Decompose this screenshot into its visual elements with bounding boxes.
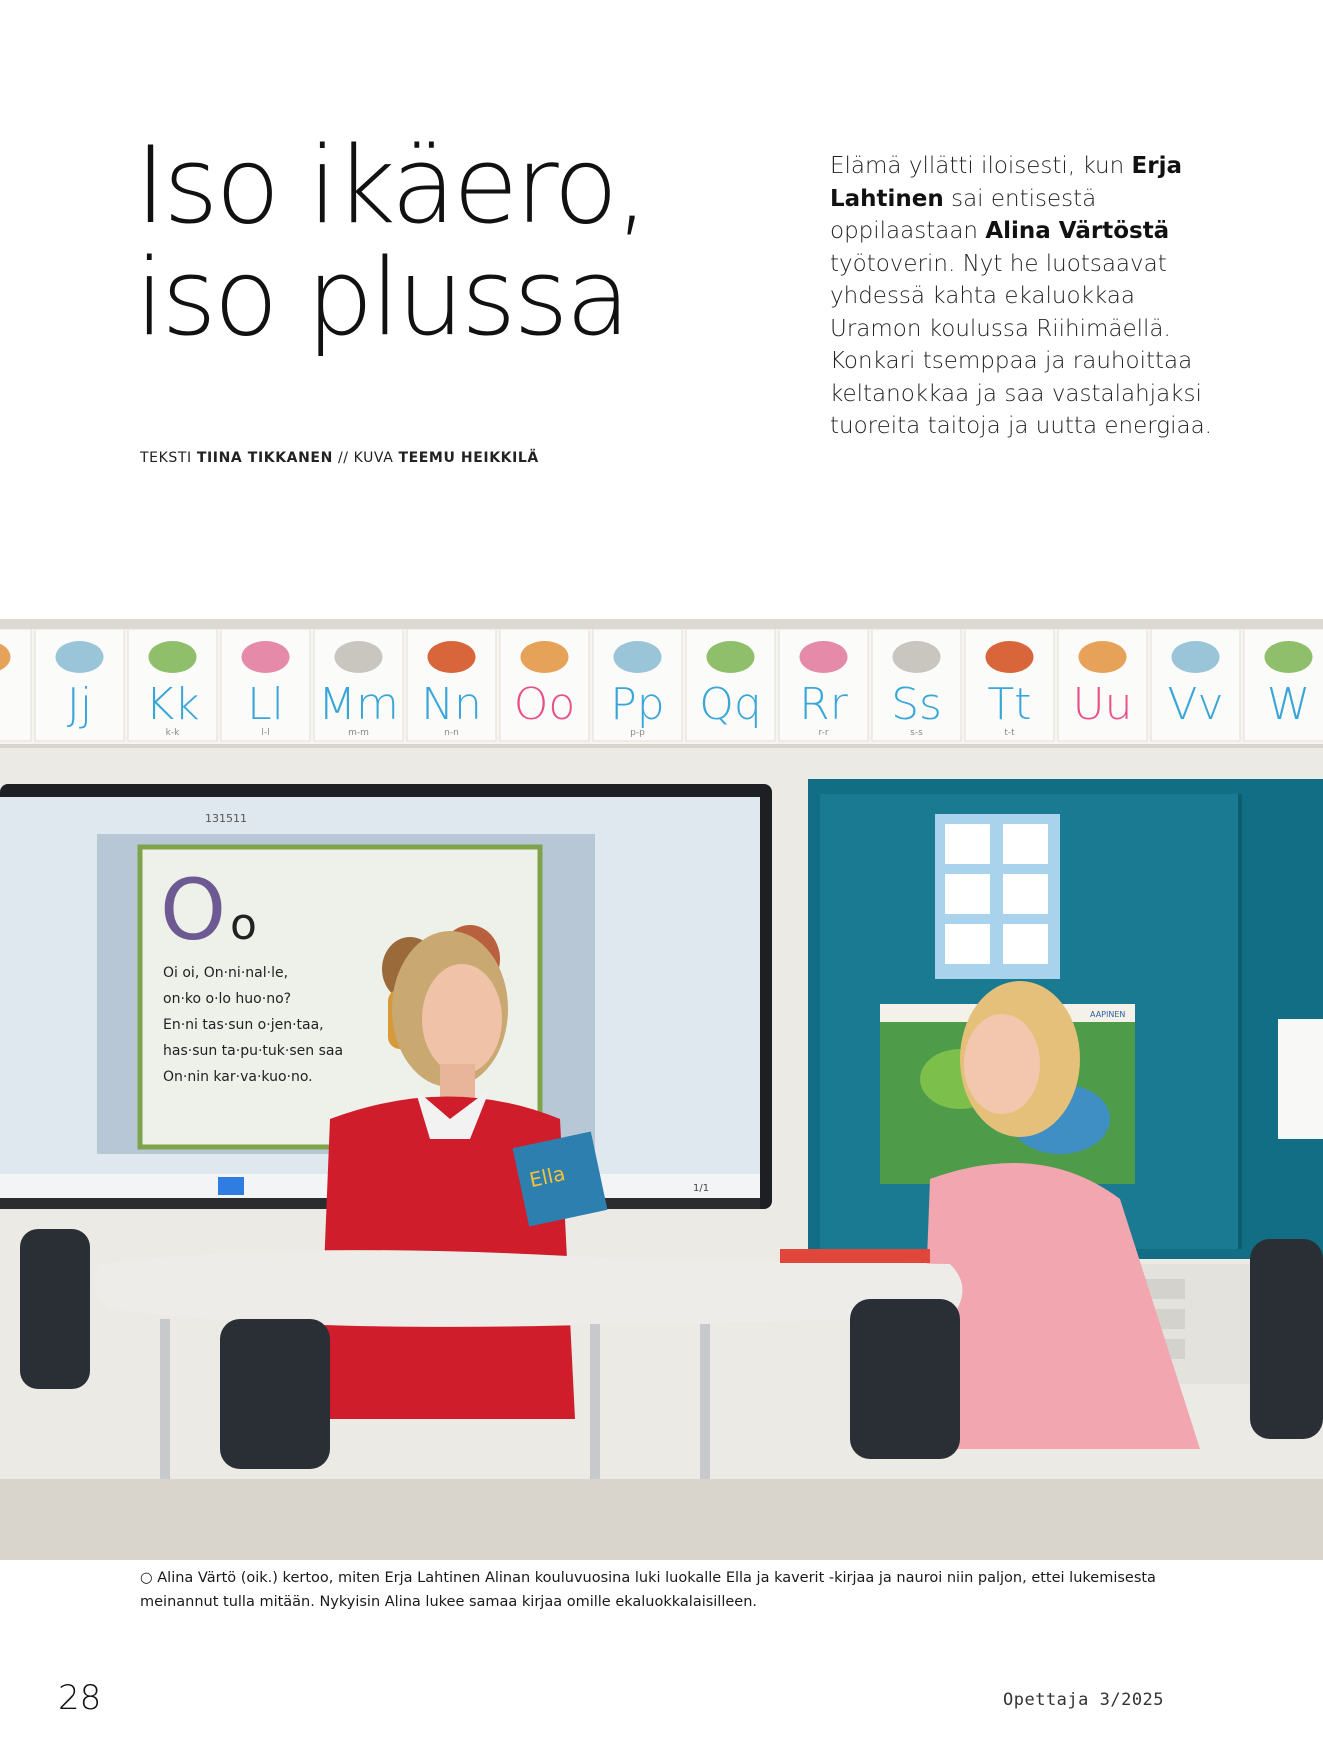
alphabet-sub: k-k <box>165 728 180 738</box>
screen-line: on·ko o·lo huo·no? <box>163 991 292 1007</box>
lead-name-alina: Alina Värtöstä <box>985 218 1170 244</box>
animal-illustration <box>1172 641 1220 673</box>
alphabet-letter: Pp <box>610 679 665 730</box>
screen-page: 1/1 <box>693 1183 710 1194</box>
publication-name: Opettaja 3/2025 <box>1003 1690 1165 1710</box>
byline-photo-label: KUVA <box>353 450 394 466</box>
lead-name-erja: Erja Lahtinen <box>830 153 1182 212</box>
animal-illustration <box>800 641 848 673</box>
byline-photographer: TEEMU HEIKKILÄ <box>398 450 539 466</box>
byline-text-label: TEKSTI <box>140 450 192 466</box>
byline <box>140 450 539 466</box>
alphabet-sub: r-r <box>818 728 829 738</box>
animal-illustration <box>1079 641 1127 673</box>
animal-illustration <box>242 641 290 673</box>
headline-line-1: Iso ikäero, <box>135 124 646 247</box>
animal-illustration <box>149 641 197 673</box>
alphabet-letter: Qq <box>699 679 762 730</box>
screen-line: has·sun ta·pu·tuk·sen saa <box>163 1043 344 1059</box>
alphabet-letter: Uu <box>1072 679 1133 730</box>
svg-text:Ella: Ella <box>527 1161 568 1193</box>
alphabet-sub: n-n <box>444 728 459 738</box>
book-ella <box>513 1132 608 1227</box>
alphabet-letter: Rr <box>799 679 848 730</box>
alphabet-letter: Ll <box>247 679 284 730</box>
alphabet-letter: Tt <box>987 679 1032 730</box>
animal-illustration <box>1265 641 1313 673</box>
screen-line: En·ni tas·sun o·jen·taa, <box>163 1017 324 1033</box>
alphabet-letter: Kk <box>145 679 200 730</box>
screen-line: Oi oi, On·ni·nal·le, <box>163 965 289 981</box>
animal-illustration <box>614 641 662 673</box>
animal-illustration <box>986 641 1034 673</box>
animal-illustration <box>707 641 755 673</box>
alphabet-letter: Jj <box>66 679 93 730</box>
alphabet-letter: Nn <box>421 679 482 730</box>
headline <box>135 124 775 359</box>
alphabet-sub: t-t <box>1004 728 1015 738</box>
alphabet-letter: Ss <box>891 679 942 730</box>
alphabet-letter: W <box>1266 679 1311 730</box>
svg-text:AAPINEN: AAPINEN <box>1090 1010 1126 1019</box>
animal-illustration <box>56 641 104 673</box>
byline-writer: TIINA TIKKANEN <box>196 450 333 466</box>
photo-caption: ○ Alina Värtö (oik.) kertoo, miten Erja Lahtinen Alinan kouluvuosina luki luokalle Ella ja kaverit -kirjaa ja nauroi niin paljon, ettei lukemisesta meinannut tulla mitään. Nykyisin Alina lukee samaa kirjaa omille ekaluokkalaisilleen. <box>140 1570 1156 1610</box>
byline-separator: // <box>337 450 349 466</box>
screen-line: On·nin kar·va·kuo·no. <box>163 1069 313 1085</box>
animal-illustration <box>335 641 383 673</box>
alphabet-strip <box>0 629 1323 741</box>
lead-paragraph: Elämä yllätti iloisesti, kun Erja Lahtinen sai entisestä oppilaastaan Alina Värtöstä työtoverin. Nyt he luotsaavat yhdessä kahta ekaluokkaa Uramon koulussa Riihimäellä. Konkari tsemppaa ja rauhoittaa keltanokkaa ja saa vastalahjaksi tuoreita taitoja ja uutta energiaa. <box>830 153 1212 439</box>
alphabet-letter: Mm <box>318 679 399 730</box>
animal-illustration <box>428 641 476 673</box>
alphabet-letter: Oo <box>513 679 576 730</box>
headline-line-2: iso plussa <box>135 236 628 359</box>
alphabet-card <box>0 629 31 741</box>
alphabet-sub: m-m <box>348 728 369 738</box>
alphabet-letter: Vv <box>1167 679 1224 730</box>
alphabet-sub: l-l <box>261 728 270 738</box>
screen-small-letter: o <box>230 899 257 950</box>
classroom-photo <box>0 619 1323 1560</box>
alphabet-sub: s-s <box>910 728 923 738</box>
page-number: 28 <box>58 1678 102 1718</box>
alphabet-sub: p-p <box>630 728 645 738</box>
screen-id: 131511 <box>205 812 247 825</box>
animal-illustration <box>893 641 941 673</box>
screen-big-letter: O <box>160 861 227 959</box>
animal-illustration <box>521 641 569 673</box>
